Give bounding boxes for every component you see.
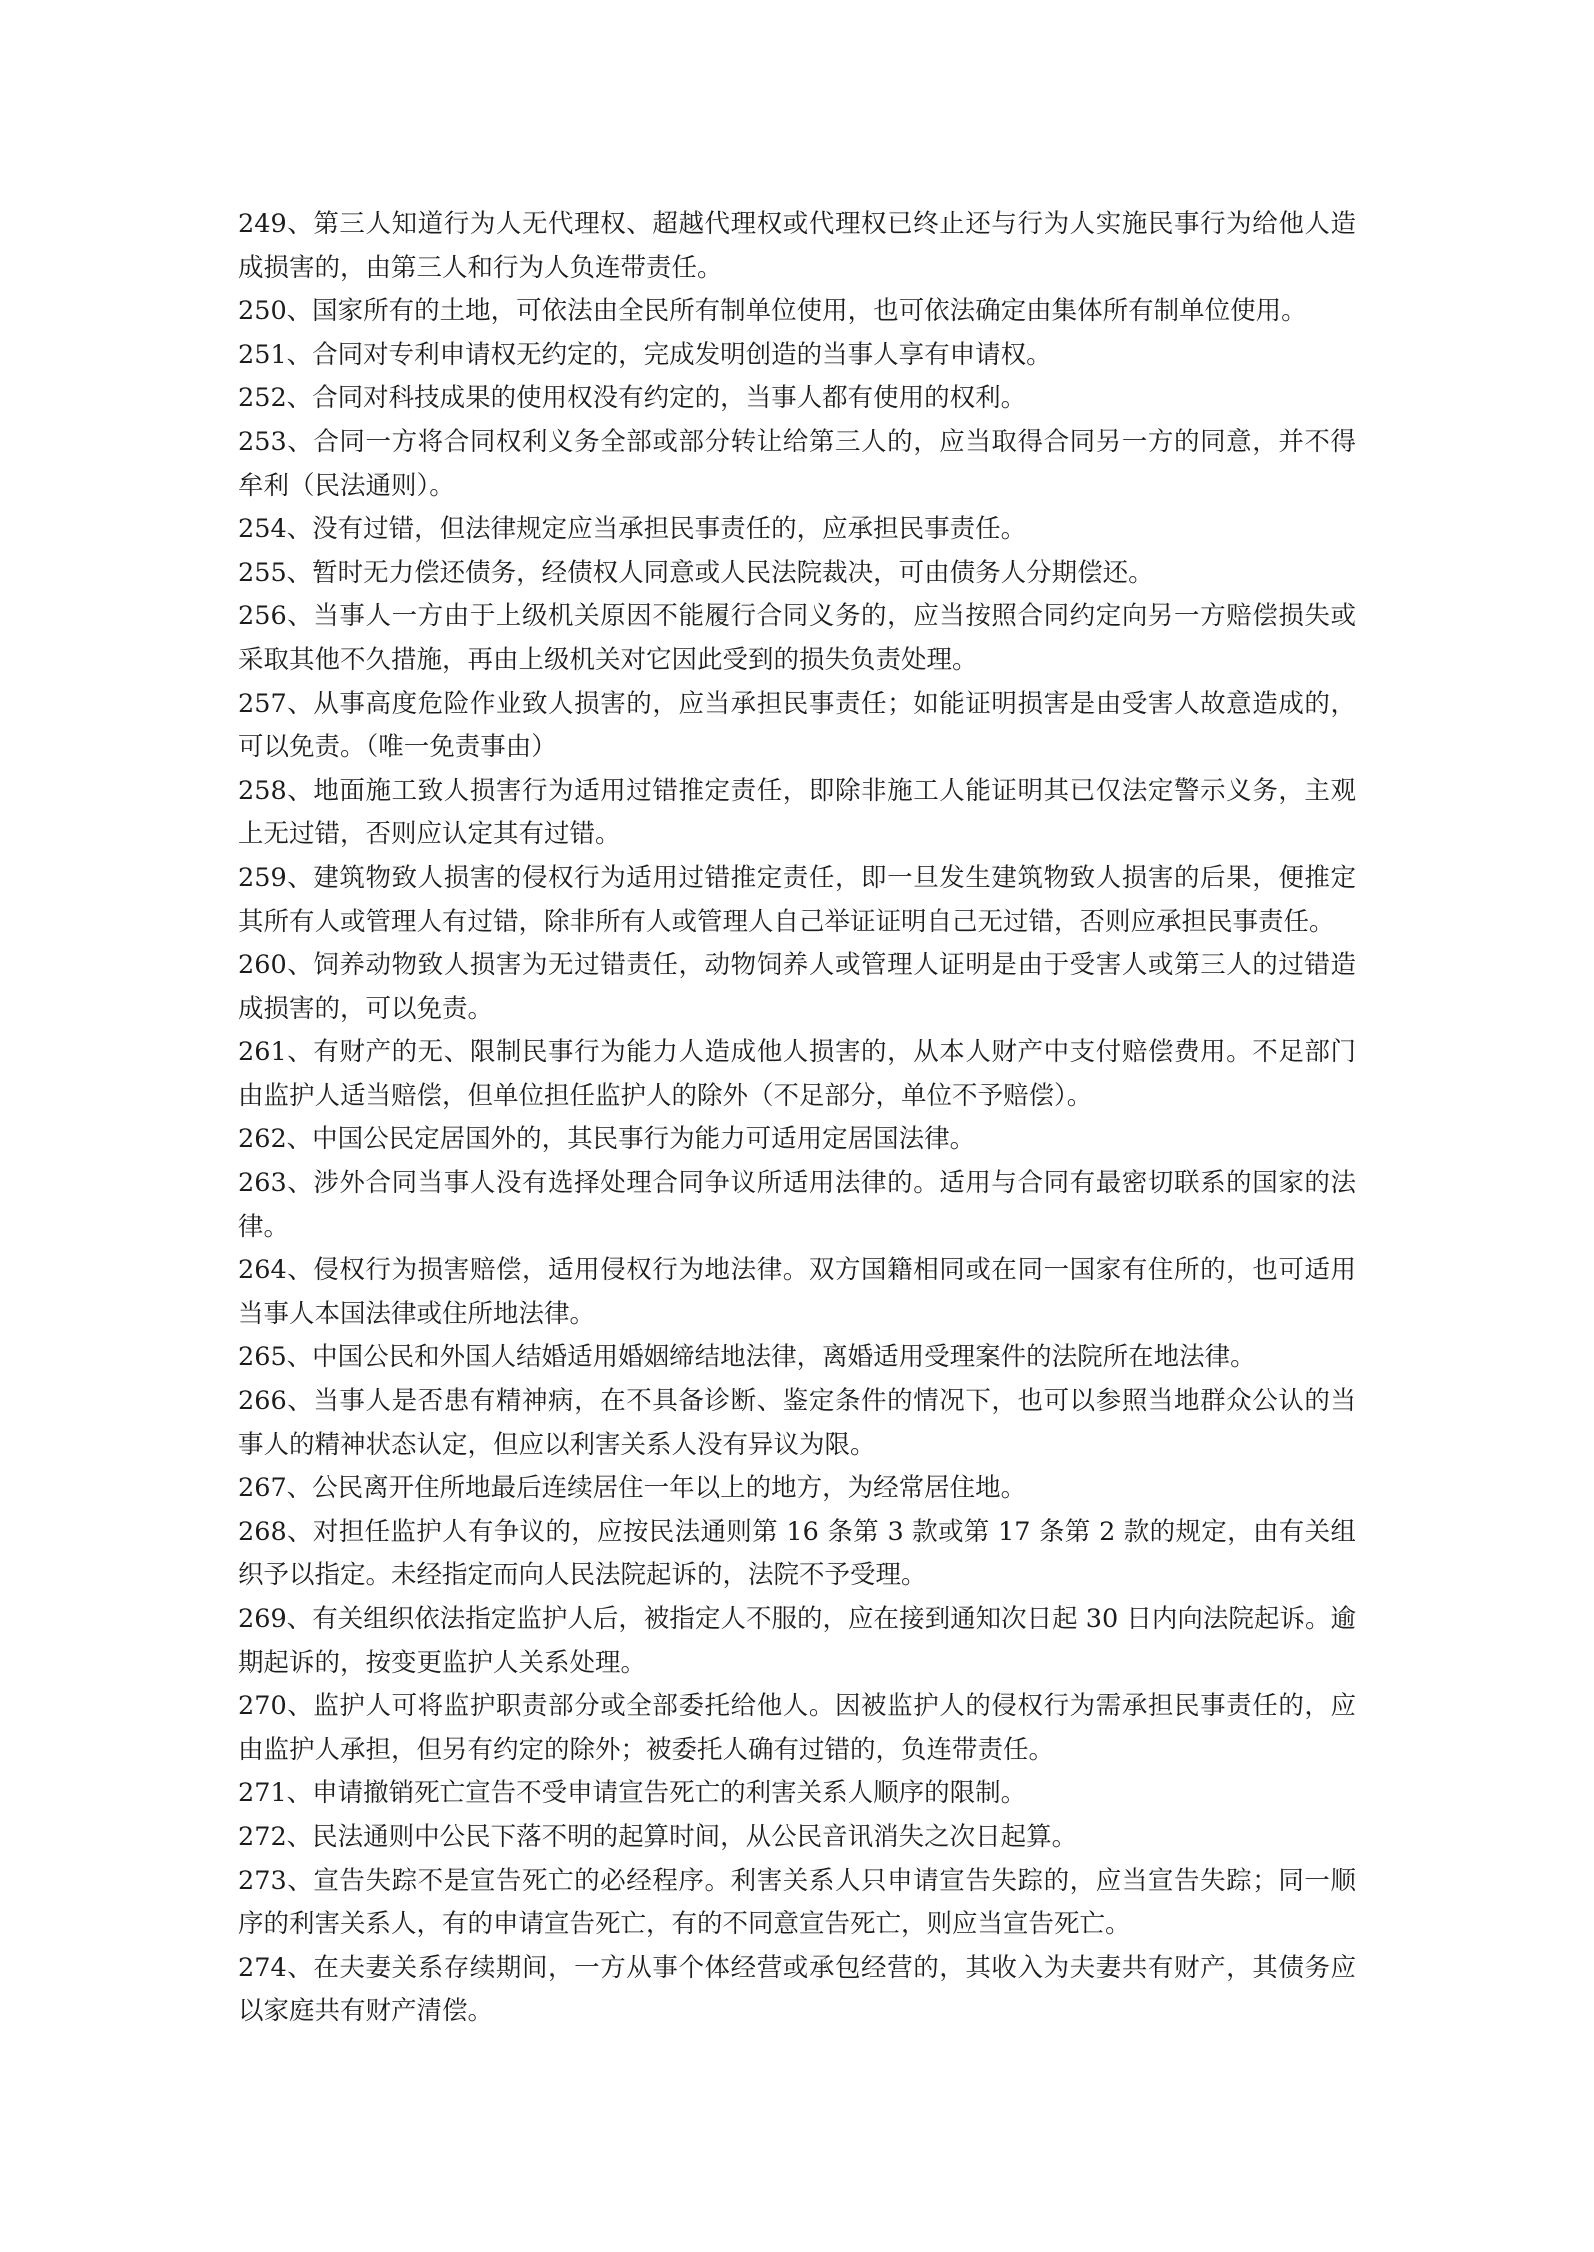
document-body <box>238 203 1356 2034</box>
paragraph-264: 264、侵权行为损害赔偿，适用侵权行为地法律。双方国籍相同或在同一国家有住所的，也可适用当事人本国法律或住所地法律。 <box>238 1255 1356 1329</box>
paragraph-249: 249、第三人知道行为人无代理权、超越代理权或代理权已终止还与行为人实施民事行为给他人造成损害的，由第三人和行为人负连带责任。 <box>238 209 1356 283</box>
paragraph-252: 252、合同对科技成果的使用权没有约定的，当事人都有使用的权利。 <box>238 383 1027 414</box>
paragraph-270: 270、监护人可将监护职责部分或全部委托给他人。因被监护人的侵权行为需承担民事责任的，应由监护人承担，但另有约定的除外；被委托人确有过错的，负连带责任。 <box>238 1691 1356 1765</box>
paragraph-273: 273、宣告失踪不是宣告死亡的必经程序。利害关系人只申请宣告失踪的，应当宣告失踪；同一顺序的利害关系人，有的申请宣告死亡，有的不同意宣告死亡，则应当宣告死亡。 <box>238 1865 1356 1940</box>
paragraph-256: 256、当事人一方由于上级机关原因不能履行合同义务的，应当按照合同约定向另一方赔偿损失或采取其他不久措施，再由上级机关对它因此受到的损失负责处理。 <box>238 601 1356 675</box>
paragraph-274: 274、在夫妻关系存续期间，一方从事个体经营或承包经营的，其收入为夫妻共有财产，其债务应以家庭共有财产清偿。 <box>238 1952 1356 2027</box>
paragraph-251: 251、合同对专利申请权无约定的，完成发明创造的当事人享有申请权。 <box>238 339 1052 370</box>
paragraph-257: 257、从事高度危险作业致人损害的，应当承担民事责任；如能证明损害是由受害人故意造成的，可以免责。（唯一免责事由） <box>238 688 1356 763</box>
paragraph-262: 262、中国公民定居国外的，其民事行为能力可适用定居国法律。 <box>238 1124 976 1155</box>
paragraph-271: 271、申请撤销死亡宣告不受申请宣告死亡的利害关系人顺序的限制。 <box>238 1778 1027 1809</box>
paragraph-267: 267、公民离开住所地最后连续居住一年以上的地方，为经常居住地。 <box>238 1473 1027 1504</box>
paragraph-269: 269、有关组织依法指定监护人后，被指定人不服的，应在接到通知次日起 30 日内向法院起诉。逾期起诉的，按变更监护人关系处理。 <box>238 1604 1356 1678</box>
paragraph-258: 258、地面施工致人损害行为适用过错推定责任，即除非施工人能证明其已仅法定警示义务，主观上无过错，否则应认定其有过错。 <box>238 775 1356 850</box>
paragraph-261: 261、有财产的无、限制民事行为能力人造成他人损害的，从本人财产中支付赔偿费用。不足部门由监护人适当赔偿，但单位担任监护人的除外（不足部分，单位不予赔偿）。 <box>238 1037 1356 1111</box>
paragraph-265: 265、中国公民和外国人结婚适用婚姻缔结地法律，离婚适用受理案件的法院所在地法律。 <box>238 1342 1256 1373</box>
paragraph-259: 259、建筑物致人损害的侵权行为适用过错推定责任，即一旦发生建筑物致人损害的后果，便推定其所有人或管理人有过错，除非所有人或管理人自己举证证明自己无过错，否则应承担民事责任。 <box>238 862 1356 937</box>
paragraph-250: 250、国家所有的土地，可依法由全民所有制单位使用，也可依法确定由集体所有制单位使用。 <box>238 296 1307 327</box>
paragraph-268: 268、对担任监护人有争议的，应按民法通则第 16 条第 3 款或第 17 条第 2 款的规定，由有关组织予以指定。未经指定而向人民法院起诉的，法院不予受理。 <box>238 1516 1356 1591</box>
paragraph-260: 260、饲养动物致人损害为无过错责任，动物饲养人或管理人证明是由于受害人或第三人的过错造成损害的，可以免责。 <box>238 950 1356 1024</box>
paragraph-253: 253、合同一方将合同权利义务全部或部分转让给第三人的，应当取得合同另一方的同意，并不得牟利（民法通则）。 <box>238 426 1356 501</box>
paragraph-263: 263、涉外合同当事人没有选择处理合同争议所适用法律的。适用与合同有最密切联系的国家的法律。 <box>238 1168 1356 1242</box>
paragraph-272: 272、民法通则中公民下落不明的起算时间，从公民音讯消失之次日起算。 <box>238 1821 1078 1852</box>
paragraph-266: 266、当事人是否患有精神病，在不具备诊断、鉴定条件的情况下，也可以参照当地群众公认的当事人的精神状态认定，但应以利害关系人没有异议为限。 <box>238 1386 1356 1460</box>
paragraph-255: 255、暂时无力偿还债务，经债权人同意或人民法院裁决，可由债务人分期偿还。 <box>238 557 1154 588</box>
paragraph-254: 254、没有过错，但法律规定应当承担民事责任的，应承担民事责任。 <box>238 514 1027 545</box>
